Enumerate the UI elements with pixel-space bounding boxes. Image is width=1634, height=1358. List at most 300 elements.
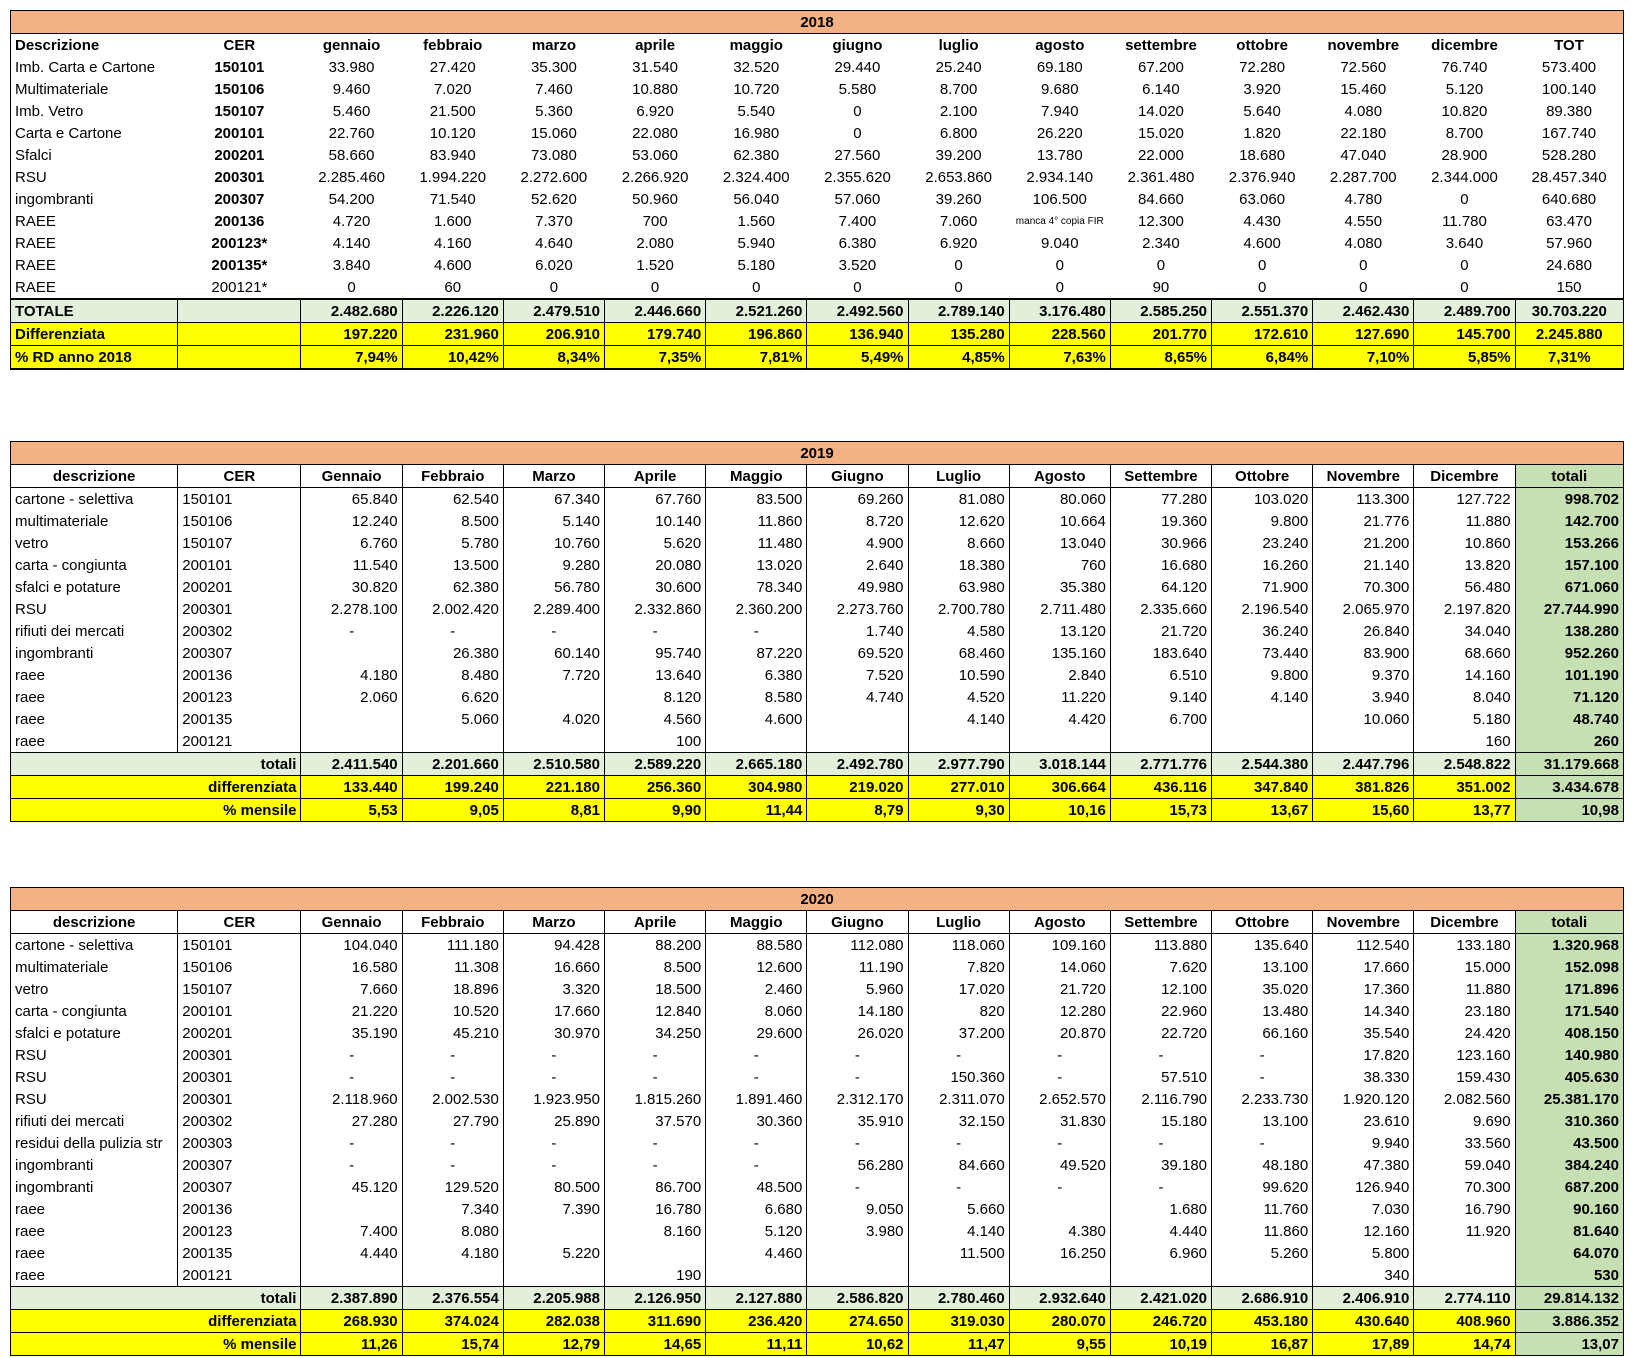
row-cer-code: 200302 — [178, 620, 301, 642]
row-month-value: 22.080 — [632, 124, 679, 142]
row-total: 43.500 — [1515, 1132, 1623, 1154]
summary-blank — [178, 323, 301, 346]
row-month-value: 16.790 — [1414, 1198, 1515, 1220]
table-row — [11, 1110, 1624, 1132]
summary-label: totali — [11, 753, 301, 776]
row-month-value — [1009, 1198, 1110, 1220]
summary-value: 15,73 — [1110, 799, 1211, 822]
row-description: rifiuti dei mercati — [11, 1110, 178, 1132]
summary-value: 9,30 — [908, 799, 1009, 822]
row-month-value: 13.040 — [1009, 532, 1110, 554]
table-title-row — [11, 11, 1624, 34]
summary-value: 8,81 — [503, 799, 604, 822]
row-total: 167.740 — [1515, 122, 1623, 144]
header-month: giugno — [832, 36, 883, 54]
row-month-value — [908, 1264, 1009, 1287]
row-cer-code: 200101 — [178, 1000, 301, 1022]
row-month-value — [807, 730, 908, 753]
table-row — [11, 532, 1624, 554]
row-month-value: 39.180 — [1110, 1154, 1211, 1176]
summary-value: 2.585.250 — [1110, 299, 1211, 323]
row-month-value: 1.891.460 — [706, 1088, 807, 1110]
row-month-value: 0 — [1055, 278, 1064, 296]
header-month: aprile — [635, 36, 676, 54]
row-month-value: 12.600 — [706, 956, 807, 978]
header-row — [11, 34, 1624, 57]
row-month-value: 16.660 — [503, 956, 604, 978]
row-month-value: 13.780 — [1036, 146, 1083, 164]
table-row — [11, 188, 1624, 210]
row-month-value: 67.760 — [605, 488, 706, 511]
row-total: 24.680 — [1515, 254, 1623, 276]
row-month-value: 5.960 — [807, 978, 908, 1000]
row-month-value: 76.740 — [1441, 58, 1488, 76]
summary-value: 2.551.370 — [1212, 299, 1313, 323]
row-month-value: 6.510 — [1110, 664, 1211, 686]
row-total: 81.640 — [1515, 1220, 1623, 1242]
row-total: 152.098 — [1515, 956, 1623, 978]
row-month-value: 56.280 — [807, 1154, 908, 1176]
row-month-value: 0 — [954, 278, 963, 296]
summary-value: 127.690 — [1313, 323, 1414, 346]
row-month-value: 3.840 — [332, 256, 371, 274]
row-month-value: 48.500 — [706, 1176, 807, 1198]
row-month-value: 2.700.780 — [908, 598, 1009, 620]
row-month-value: - — [605, 1132, 706, 1154]
row-month-value: 3.640 — [1445, 234, 1484, 252]
row-month-value: 21.200 — [1313, 532, 1414, 554]
row-month-value: 6.800 — [939, 124, 978, 142]
table-row — [11, 1198, 1624, 1220]
row-total: 573.400 — [1515, 56, 1623, 78]
row-total: 48.740 — [1515, 708, 1623, 730]
row-month-value: 88.580 — [706, 934, 807, 957]
row-total: 952.260 — [1515, 642, 1623, 664]
summary-value: 136.940 — [807, 323, 908, 346]
row-cer-code: 150107 — [178, 532, 301, 554]
table-row — [11, 1264, 1624, 1287]
table-title-row — [11, 888, 1624, 911]
row-month-value: 340 — [1313, 1264, 1414, 1287]
row-month-value: 11.860 — [1212, 1220, 1313, 1242]
row-month-value: 1.600 — [433, 212, 472, 230]
summary-value: 7,81% — [706, 346, 807, 370]
row-month-value: 10.590 — [908, 664, 1009, 686]
row-month-value: 5.580 — [838, 80, 877, 98]
summary-value: 14,74 — [1414, 1333, 1515, 1356]
row-month-value: 13.640 — [605, 664, 706, 686]
row-month-value: 0 — [752, 278, 761, 296]
summary-value: 17,89 — [1313, 1333, 1414, 1356]
row-total: 640.680 — [1515, 188, 1623, 210]
row-month-value: 37.570 — [605, 1110, 706, 1132]
row-month-value: 2.934.140 — [1026, 168, 1094, 186]
summary-value: 12,79 — [503, 1333, 604, 1356]
row-month-value — [503, 730, 604, 753]
row-month-value: 21.720 — [1110, 620, 1211, 642]
row-month-value: 2.285.460 — [318, 168, 385, 186]
table-title-row — [11, 442, 1624, 465]
row-month-value: - — [1009, 1044, 1110, 1066]
row-cer-code: 200307 — [178, 642, 301, 664]
row-month-value: 7.400 — [838, 212, 877, 230]
row-month-value: 2.332.860 — [605, 598, 706, 620]
row-month-value: 6.700 — [1110, 708, 1211, 730]
row-cer-code: 200136 — [178, 1198, 301, 1220]
totals-row — [11, 299, 1624, 323]
row-month-value: 95.740 — [605, 642, 706, 664]
row-month-value: 2.653.860 — [925, 168, 992, 186]
row-month-value: 4.440 — [1110, 1220, 1211, 1242]
row-month-value: 8.580 — [706, 686, 807, 708]
table-row — [11, 686, 1624, 708]
header-month: Giugno — [807, 465, 908, 488]
row-month-value: 17.020 — [908, 978, 1009, 1000]
header-month: Agosto — [1009, 465, 1110, 488]
summary-total: 10,98 — [1515, 799, 1623, 822]
header-month: gennaio — [322, 36, 381, 54]
summary-value: 10,62 — [807, 1333, 908, 1356]
row-month-value: 84.660 — [908, 1154, 1009, 1176]
row-month-value: 68.460 — [908, 642, 1009, 664]
row-month-value — [301, 1198, 402, 1220]
row-month-value: 31.830 — [1009, 1110, 1110, 1132]
row-month-value: 111.180 — [402, 934, 503, 957]
row-month-value: 0 — [347, 278, 356, 296]
table-year-title: 2018 — [11, 11, 1624, 34]
row-month-value: 133.180 — [1414, 934, 1515, 957]
summary-value: 2.510.580 — [503, 753, 604, 776]
row-month-value: 23.610 — [1313, 1110, 1414, 1132]
row-month-value: 7.400 — [301, 1220, 402, 1242]
row-month-value: 820 — [908, 1000, 1009, 1022]
row-month-value: 9.940 — [1313, 1132, 1414, 1154]
row-description: Imb. Vetro — [11, 100, 178, 122]
row-month-value: 8.500 — [605, 956, 706, 978]
row-total: 530 — [1515, 1264, 1623, 1287]
row-month-value: 57.510 — [1110, 1066, 1211, 1088]
summary-value: 221.180 — [503, 776, 604, 799]
summary-label: TOTALE — [11, 299, 178, 323]
row-month-value: 123.160 — [1414, 1044, 1515, 1066]
row-cer-code: 200301 — [178, 1088, 301, 1110]
summary-value: 319.030 — [908, 1310, 1009, 1333]
row-month-value: 2.355.620 — [824, 168, 891, 186]
summary-value: 15,74 — [402, 1333, 503, 1356]
summary-value: 351.002 — [1414, 776, 1515, 799]
row-description: ingombranti — [11, 642, 178, 664]
row-month-value: 17.660 — [503, 1000, 604, 1022]
table-year-title: 2020 — [11, 888, 1624, 911]
summary-value: 453.180 — [1212, 1310, 1313, 1333]
row-month-value: 150.360 — [908, 1066, 1009, 1088]
summary-value: 197.220 — [301, 323, 402, 346]
row-month-value: 7.340 — [402, 1198, 503, 1220]
header-month: Novembre — [1313, 465, 1414, 488]
row-month-value: - — [301, 1154, 402, 1176]
row-month-value: 5.620 — [605, 532, 706, 554]
row-month-value — [807, 1264, 908, 1287]
summary-value: 2.774.110 — [1414, 1287, 1515, 1310]
row-month-value: 73.080 — [530, 146, 577, 164]
row-cer-code: 200123 — [178, 1220, 301, 1242]
table-row — [11, 978, 1624, 1000]
row-month-value: 6.140 — [1142, 80, 1180, 98]
row-month-value: 104.040 — [301, 934, 402, 957]
row-month-value: 113.880 — [1110, 934, 1211, 957]
summary-value: 2.492.560 — [807, 299, 908, 323]
row-description: RSU — [11, 1088, 178, 1110]
row-month-value: 12.100 — [1110, 978, 1211, 1000]
row-month-value: 8.160 — [605, 1220, 706, 1242]
percent-row — [11, 346, 1624, 370]
row-month-value: 2.197.820 — [1414, 598, 1515, 620]
row-month-value: 90 — [1152, 278, 1170, 296]
row-description: RSU — [11, 1066, 178, 1088]
row-month-value: 68.660 — [1414, 642, 1515, 664]
row-month-value: 11.780 — [1442, 212, 1487, 230]
table-row — [11, 1022, 1624, 1044]
row-month-value: 11.308 — [402, 956, 503, 978]
row-month-value: 30.970 — [503, 1022, 604, 1044]
row-description: cartone - selettiva — [11, 934, 178, 957]
row-month-value: 88.200 — [605, 934, 706, 957]
row-cer-code: 200121 — [178, 1264, 301, 1287]
row-month-value: 12.240 — [301, 510, 402, 532]
summary-value: 2.589.220 — [605, 753, 706, 776]
row-total: 1.320.968 — [1515, 934, 1623, 957]
table-row — [11, 78, 1624, 100]
row-month-value: 2.002.530 — [402, 1088, 503, 1110]
summary-value: 2.932.640 — [1009, 1287, 1110, 1310]
row-month-value: 53.060 — [632, 146, 679, 164]
row-month-value: 5.180 — [1414, 708, 1515, 730]
table-row — [11, 1176, 1624, 1198]
row-month-value: 13.120 — [1009, 620, 1110, 642]
row-cer-code: 150107 — [214, 102, 265, 120]
row-month-value: 2.289.400 — [503, 598, 604, 620]
row-month-value: 84.660 — [1138, 190, 1184, 208]
row-month-value: 6.020 — [535, 256, 573, 274]
row-month-value: 3.920 — [1243, 80, 1281, 98]
table-row — [11, 934, 1624, 957]
row-month-value: 14.020 — [1138, 102, 1184, 120]
summary-value: 10,42% — [402, 346, 503, 370]
row-description: raee — [11, 1198, 178, 1220]
row-month-value: 66.160 — [1212, 1022, 1313, 1044]
table-row — [11, 144, 1624, 166]
row-description: rifiuti dei mercati — [11, 620, 178, 642]
row-month-value: 58.660 — [328, 146, 375, 164]
row-month-value: 9.680 — [1041, 80, 1079, 98]
header-month: Maggio — [706, 911, 807, 934]
row-month-value: 13.480 — [1212, 1000, 1313, 1022]
row-month-value: 10.720 — [733, 80, 780, 98]
row-month-value: 7.020 — [433, 80, 472, 98]
row-description: ingombranti — [11, 1154, 178, 1176]
row-month-value — [1414, 1242, 1515, 1264]
row-month-value: 30.966 — [1110, 532, 1211, 554]
row-month-value: - — [706, 1066, 807, 1088]
summary-label: Differenziata — [11, 323, 178, 346]
row-month-value: 2.640 — [807, 554, 908, 576]
row-month-value: 2.082.560 — [1414, 1088, 1515, 1110]
summary-value: 2.411.540 — [301, 753, 402, 776]
row-month-value: 11.190 — [807, 956, 908, 978]
summary-value: 8,34% — [503, 346, 604, 370]
row-month-value: 16.680 — [1110, 554, 1211, 576]
header-month: Maggio — [706, 465, 807, 488]
row-month-value: 4.430 — [1243, 212, 1281, 230]
row-description: ingombranti — [11, 1176, 178, 1198]
row-month-value — [605, 1242, 706, 1264]
row-month-value: 1.680 — [1110, 1198, 1211, 1220]
row-month-value: 83.940 — [429, 146, 476, 164]
row-month-value — [301, 642, 402, 664]
row-month-value: 3.520 — [838, 256, 877, 274]
row-month-value: 87.220 — [706, 642, 807, 664]
row-month-value: 5.640 — [1243, 102, 1281, 120]
row-month-value: 9.140 — [1110, 686, 1211, 708]
row-total: 64.070 — [1515, 1242, 1623, 1264]
row-month-value — [1212, 708, 1313, 730]
summary-value: 7,35% — [605, 346, 706, 370]
summary-value: 2.977.790 — [908, 753, 1009, 776]
row-month-value: 126.940 — [1313, 1176, 1414, 1198]
row-month-value: 18.380 — [908, 554, 1009, 576]
row-month-value: 31.540 — [632, 58, 679, 76]
row-month-value: 13.820 — [1414, 554, 1515, 576]
table-row — [11, 1044, 1624, 1066]
totals-row — [11, 753, 1624, 776]
row-month-value: 0 — [650, 278, 660, 296]
summary-value: 10,16 — [1009, 799, 1110, 822]
summary-value: 10,19 — [1110, 1333, 1211, 1356]
row-month-value: 0 — [549, 278, 559, 296]
row-month-value: 2.287.700 — [1329, 168, 1397, 186]
row-month-value: 2.360.200 — [706, 598, 807, 620]
row-month-value — [1009, 730, 1110, 753]
row-month-value: 7.060 — [939, 212, 978, 230]
row-description: multimateriale — [11, 510, 178, 532]
row-month-value: 5.780 — [402, 532, 503, 554]
row-month-value: 4.520 — [908, 686, 1009, 708]
row-month-value: 10.880 — [632, 80, 679, 98]
row-month-value: 2.278.100 — [301, 598, 402, 620]
row-month-value: 5.220 — [503, 1242, 604, 1264]
row-month-value: 39.200 — [935, 146, 982, 164]
row-month-value: - — [503, 1044, 604, 1066]
row-month-value: 21.776 — [1313, 510, 1414, 532]
summary-value: 2.447.796 — [1313, 753, 1414, 776]
row-month-value — [503, 1220, 604, 1242]
summary-value: 11,44 — [706, 799, 807, 822]
row-description: raee — [11, 708, 178, 730]
row-cer-code: 200307 — [214, 190, 265, 208]
summary-value: 2.521.260 — [706, 299, 807, 323]
summary-value: 201.770 — [1110, 323, 1211, 346]
row-total: 998.702 — [1515, 488, 1623, 511]
row-month-value: 4.160 — [433, 234, 472, 252]
row-month-value: 27.790 — [402, 1110, 503, 1132]
row-month-value: 62.380 — [402, 576, 503, 598]
table-row — [11, 708, 1624, 730]
row-cer-code: 150106 — [178, 510, 301, 532]
row-month-value: 45.120 — [301, 1176, 402, 1198]
row-month-value: 4.180 — [301, 664, 402, 686]
summary-value: 430.640 — [1313, 1310, 1414, 1333]
header-month: Aprile — [605, 465, 706, 488]
header-month: Ottobre — [1212, 465, 1313, 488]
row-month-value: 5.460 — [332, 102, 371, 120]
row-total: 157.100 — [1515, 554, 1623, 576]
row-month-value: 5.180 — [737, 256, 776, 274]
header-month: Ottobre — [1212, 911, 1313, 934]
differenziata-row — [11, 776, 1624, 799]
table-2018 — [10, 10, 1624, 370]
row-month-value: 26.020 — [807, 1022, 908, 1044]
header-descrizione: descrizione — [11, 465, 178, 488]
row-month-value: 54.200 — [328, 190, 375, 208]
row-month-value: - — [402, 1132, 503, 1154]
row-month-value: 69.260 — [807, 488, 908, 511]
row-description: residui della pulizia str — [11, 1132, 178, 1154]
row-month-value: 11.880 — [1414, 510, 1515, 532]
table-row — [11, 1242, 1624, 1264]
summary-total: 30.703.220 — [1515, 299, 1623, 323]
row-month-value: 11.480 — [706, 532, 807, 554]
row-cer-code: 200201 — [214, 146, 265, 164]
table-row — [11, 1220, 1624, 1242]
row-month-value: 30.360 — [706, 1110, 807, 1132]
row-month-value: - — [605, 620, 706, 642]
row-month-value: - — [807, 1132, 908, 1154]
row-month-value — [402, 1264, 503, 1287]
row-month-value: 22.760 — [328, 124, 375, 142]
row-cer-code: 200307 — [178, 1154, 301, 1176]
row-description: RAEE — [11, 232, 178, 254]
row-cer-code: 150107 — [178, 978, 301, 1000]
row-cer-code: 200301 — [178, 1044, 301, 1066]
row-month-value: 49.520 — [1009, 1154, 1110, 1176]
row-cer-code: 150101 — [178, 934, 301, 957]
summary-value: 7,63% — [1009, 346, 1110, 370]
row-month-value: 70.300 — [1313, 576, 1414, 598]
row-month-value: 27.420 — [429, 58, 476, 76]
row-total: 687.200 — [1515, 1176, 1623, 1198]
percent-row — [11, 799, 1624, 822]
row-total: 27.744.990 — [1515, 598, 1623, 620]
row-month-value: 27.280 — [301, 1110, 402, 1132]
row-month-value: 10.060 — [1313, 708, 1414, 730]
row-month-value: 10.860 — [1414, 532, 1515, 554]
row-month-value: 9.460 — [332, 80, 371, 98]
row-month-value: 2.376.940 — [1228, 168, 1296, 186]
summary-value: 306.664 — [1009, 776, 1110, 799]
row-month-value: 8.700 — [939, 80, 978, 98]
row-month-value: 56.480 — [1414, 576, 1515, 598]
row-month-value: 38.330 — [1313, 1066, 1414, 1088]
header-total: totali — [1515, 465, 1623, 488]
row-month-value: 2.273.760 — [807, 598, 908, 620]
row-month-value: - — [402, 1154, 503, 1176]
row-month-value: 4.180 — [402, 1242, 503, 1264]
row-cer-code: 150101 — [178, 488, 301, 511]
row-month-value: 4.140 — [1212, 686, 1313, 708]
row-month-value: 2.080 — [636, 234, 674, 252]
table-row — [11, 210, 1624, 232]
summary-value: 15,60 — [1313, 799, 1414, 822]
